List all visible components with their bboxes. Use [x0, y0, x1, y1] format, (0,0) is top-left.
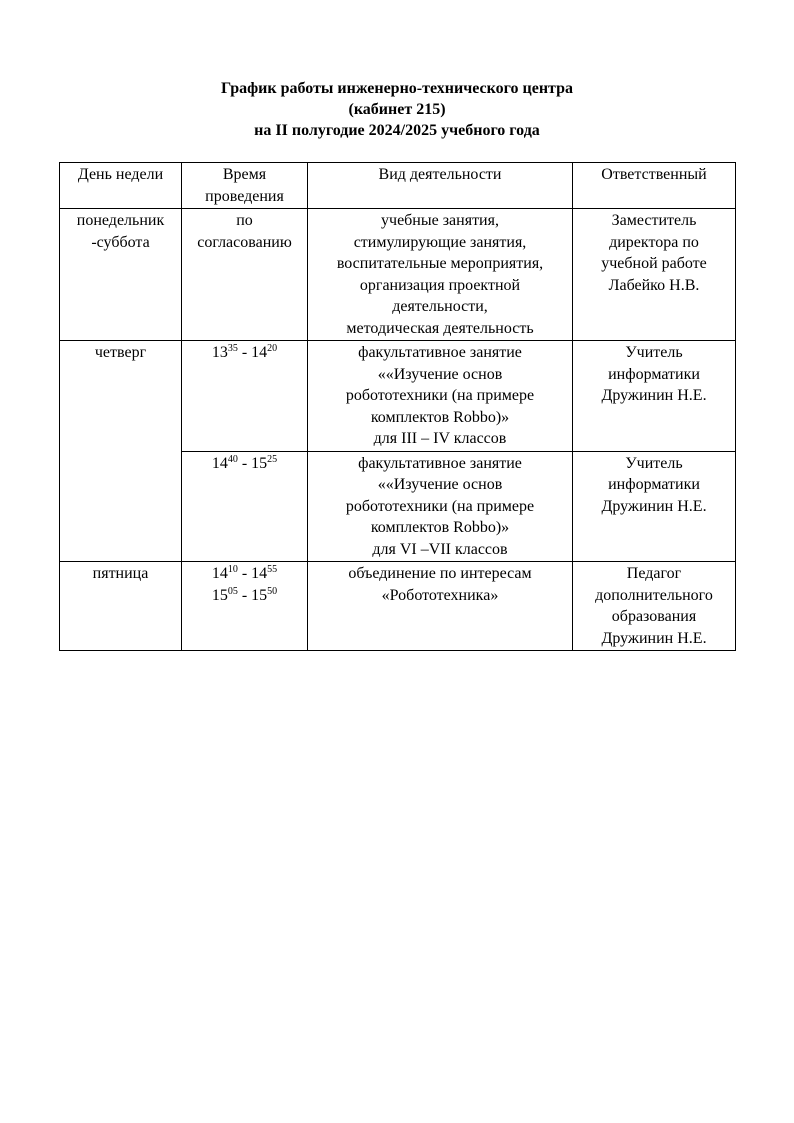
cell-time: по согласованию [182, 209, 308, 341]
cell-time [182, 451, 308, 562]
cell-activity: учебные занятия, стимулирующие занятия, воспитательные мероприятия, организация проектной деятельности, методическая деятельность [308, 209, 573, 341]
table-row [60, 562, 736, 651]
table-row [60, 209, 736, 341]
cell-responsible: Педагог дополнительного образования Дружинин Н.Е. [573, 562, 736, 651]
header-day: День недели [60, 163, 182, 209]
title-line-2: (кабинет 215) [348, 101, 446, 118]
header-time: Время проведения [182, 163, 308, 209]
cell-day: четверг [60, 341, 182, 562]
time-range: $14^{10} - 14^{55}$ [211, 564, 278, 582]
title-line-3: на II полугодие 2024/2025 учебного года [254, 122, 540, 139]
title-line-1: График работы инженерно-технического центра [221, 80, 573, 97]
cell-responsible: Учитель информатики Дружинин Н.Е. [573, 341, 736, 452]
cell-activity: факультативное занятие ««Изучение основ робототехники (на примере комплектов Robbo)» для III – IV классов [308, 341, 573, 452]
cell-activity: объединение по интересам «Робототехника» [308, 562, 573, 651]
cell-responsible: Заместитель директора по учебной работе Лабейко Н.В. [573, 209, 736, 341]
cell-time [182, 562, 308, 651]
table-row [60, 341, 736, 452]
schedule-table [59, 162, 736, 651]
cell-time [182, 341, 308, 452]
time-range: $13^{35} - 14^{20}$ [211, 343, 278, 361]
time-range: $14^{40} - 15^{25}$ [211, 453, 278, 472]
document-title [0, 78, 794, 141]
cell-day: пятница [60, 562, 182, 651]
header-responsible: Ответственный [573, 163, 736, 209]
cell-day: понедельник -суббота [60, 209, 182, 341]
header-row [60, 163, 736, 209]
time-range: $15^{05} - 15^{50}$ [211, 585, 278, 604]
header-activity: Вид деятельности [308, 163, 573, 209]
cell-responsible: Учитель информатики Дружинин Н.Е. [573, 451, 736, 562]
cell-activity: факультативное занятие ««Изучение основ робототехники (на примере комплектов Robbo)» для VI –VII классов [308, 451, 573, 562]
